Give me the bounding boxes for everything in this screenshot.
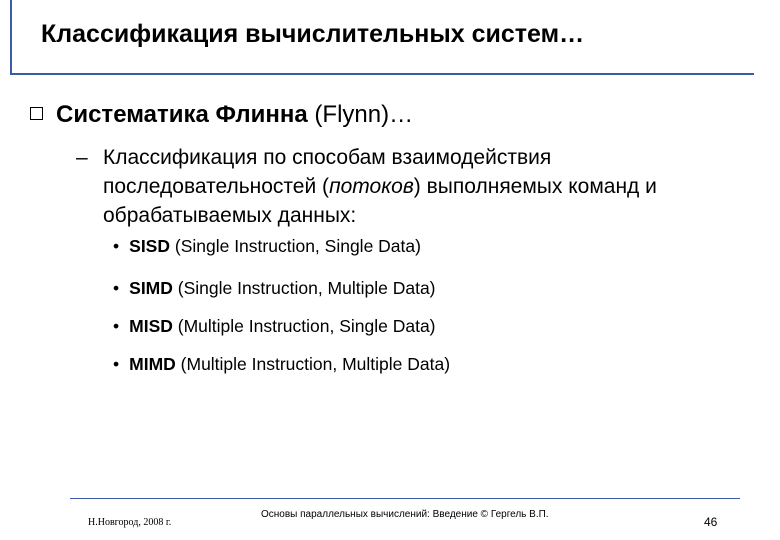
bullet-level2 [76, 143, 736, 230]
square-bullet-icon [30, 107, 43, 120]
bullet1-bold: Систематика Флинна [56, 101, 308, 128]
item-desc: (Single Instruction, Single Data) [170, 236, 421, 256]
bullet1-rest: (Flynn)… [307, 101, 414, 128]
bullet2-before: Классификация по способам взаимодействия последовательностей ( [103, 146, 552, 198]
item-abbr: SIMD [129, 278, 173, 298]
footer-location: Н.Новгород, 2008 г. [88, 517, 172, 528]
item-abbr: MIMD [129, 354, 176, 374]
footer-course: Основы параллельных вычислений: Введение © Гергель В.П. [261, 509, 549, 520]
list-item-mimd [113, 354, 450, 375]
list-item-simd [113, 278, 436, 299]
dot-bullet-icon: • [113, 354, 120, 374]
bullet2-text [103, 143, 736, 230]
dash-bullet-icon: – [76, 146, 88, 169]
list-item-sisd [113, 236, 421, 257]
slide-title: Классификация вычислительных систем… [41, 20, 585, 48]
dot-bullet-icon: • [113, 236, 120, 256]
bullet2-italic: потоков [329, 175, 414, 198]
title-underline [10, 73, 754, 75]
item-desc: (Multiple Instruction, Multiple Data) [175, 354, 451, 374]
title-frame-left [10, 0, 12, 75]
bullet-level1 [30, 101, 413, 129]
footer-divider [70, 498, 740, 499]
item-desc: (Multiple Instruction, Single Data) [172, 316, 436, 336]
item-desc: (Single Instruction, Multiple Data) [172, 278, 436, 298]
page-number: 46 [704, 515, 718, 529]
dot-bullet-icon: • [113, 316, 120, 336]
list-item-misd [113, 316, 436, 337]
bullet2-after: ) выполняемых команд и обрабатываемых данных: [103, 175, 657, 227]
item-abbr: SISD [129, 236, 170, 256]
dot-bullet-icon: • [113, 278, 120, 298]
item-abbr: MISD [129, 316, 173, 336]
